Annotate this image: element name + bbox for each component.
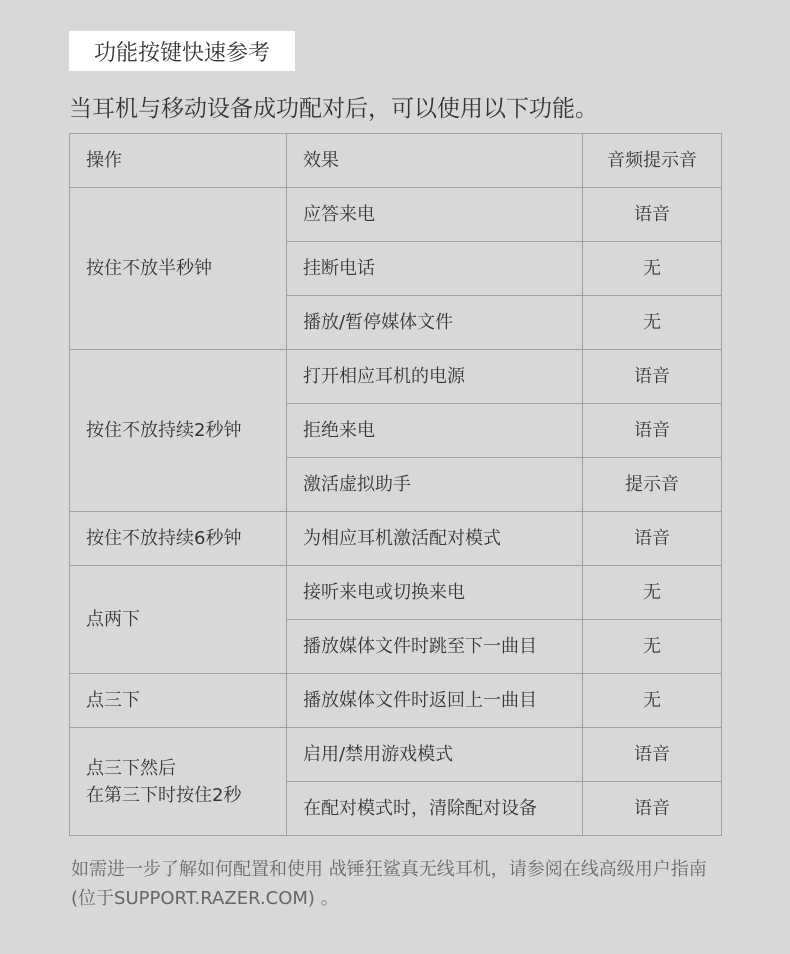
effect-cell: 接听来电或切换来电	[287, 566, 583, 620]
operation-text: 点两下	[86, 609, 140, 630]
audio-cell: 无	[583, 674, 722, 728]
table-row	[70, 188, 722, 242]
effect-cell: 挂断电话	[287, 242, 583, 296]
audio-cell: 语音	[583, 728, 722, 782]
operation-cell	[70, 512, 287, 566]
audio-cell: 语音	[583, 350, 722, 404]
table-body	[70, 188, 722, 836]
footer-note: 如需进一步了解如何配置和使用 战锤狂鲨真无线耳机，请参阅在线高级用户指南 (位于SUPPORT.RAZER.COM) 。	[71, 859, 707, 909]
operation-text: 按住不放持续6秒钟	[86, 528, 242, 549]
audio-cell: 无	[583, 242, 722, 296]
audio-cell: 语音	[583, 404, 722, 458]
effect-cell: 拒绝来电	[287, 404, 583, 458]
audio-cell: 无	[583, 620, 722, 674]
table-header-row	[70, 134, 722, 188]
operation-text: 按住不放半秒钟	[86, 258, 212, 279]
operation-text: 点三下	[86, 690, 140, 711]
operation-cell	[70, 728, 287, 836]
operation-text: 在第三下时按住2秒	[86, 784, 242, 806]
page-title	[69, 31, 295, 71]
effect-cell: 应答来电	[287, 188, 583, 242]
audio-cell: 语音	[583, 512, 722, 566]
function-table	[69, 133, 722, 836]
audio-cell: 提示音	[583, 458, 722, 512]
operation-cell	[70, 188, 287, 350]
table-row	[70, 566, 722, 620]
operation-cell	[70, 674, 287, 728]
table-row	[70, 350, 722, 404]
effect-cell: 启用/禁用游戏模式	[287, 728, 583, 782]
header-audio: 音频提示音	[583, 134, 722, 188]
audio-cell: 语音	[583, 782, 722, 836]
header-effect: 效果	[287, 134, 583, 188]
table-row	[70, 674, 722, 728]
operation-text: 点三下然后	[86, 757, 176, 779]
table-row	[70, 728, 722, 782]
audio-cell: 语音	[583, 188, 722, 242]
effect-cell: 打开相应耳机的电源	[287, 350, 583, 404]
audio-cell: 无	[583, 296, 722, 350]
header-operation: 操作	[70, 134, 287, 188]
operation-text: 按住不放持续2秒钟	[86, 420, 242, 441]
audio-cell: 无	[583, 566, 722, 620]
effect-cell: 播放媒体文件时跳至下一曲目	[287, 620, 583, 674]
table-row	[70, 512, 722, 566]
intro-text: 当耳机与移动设备成功配对后，可以使用以下功能。	[69, 96, 598, 122]
effect-cell: 播放媒体文件时返回上一曲目	[287, 674, 583, 728]
effect-cell: 在配对模式时，清除配对设备	[287, 782, 583, 836]
effect-cell: 激活虚拟助手	[287, 458, 583, 512]
effect-cell: 播放/暂停媒体文件	[287, 296, 583, 350]
page-title-text: 功能按键快速参考	[93, 40, 270, 66]
operation-cell	[70, 350, 287, 512]
operation-cell	[70, 566, 287, 674]
effect-cell: 为相应耳机激活配对模式	[287, 512, 583, 566]
